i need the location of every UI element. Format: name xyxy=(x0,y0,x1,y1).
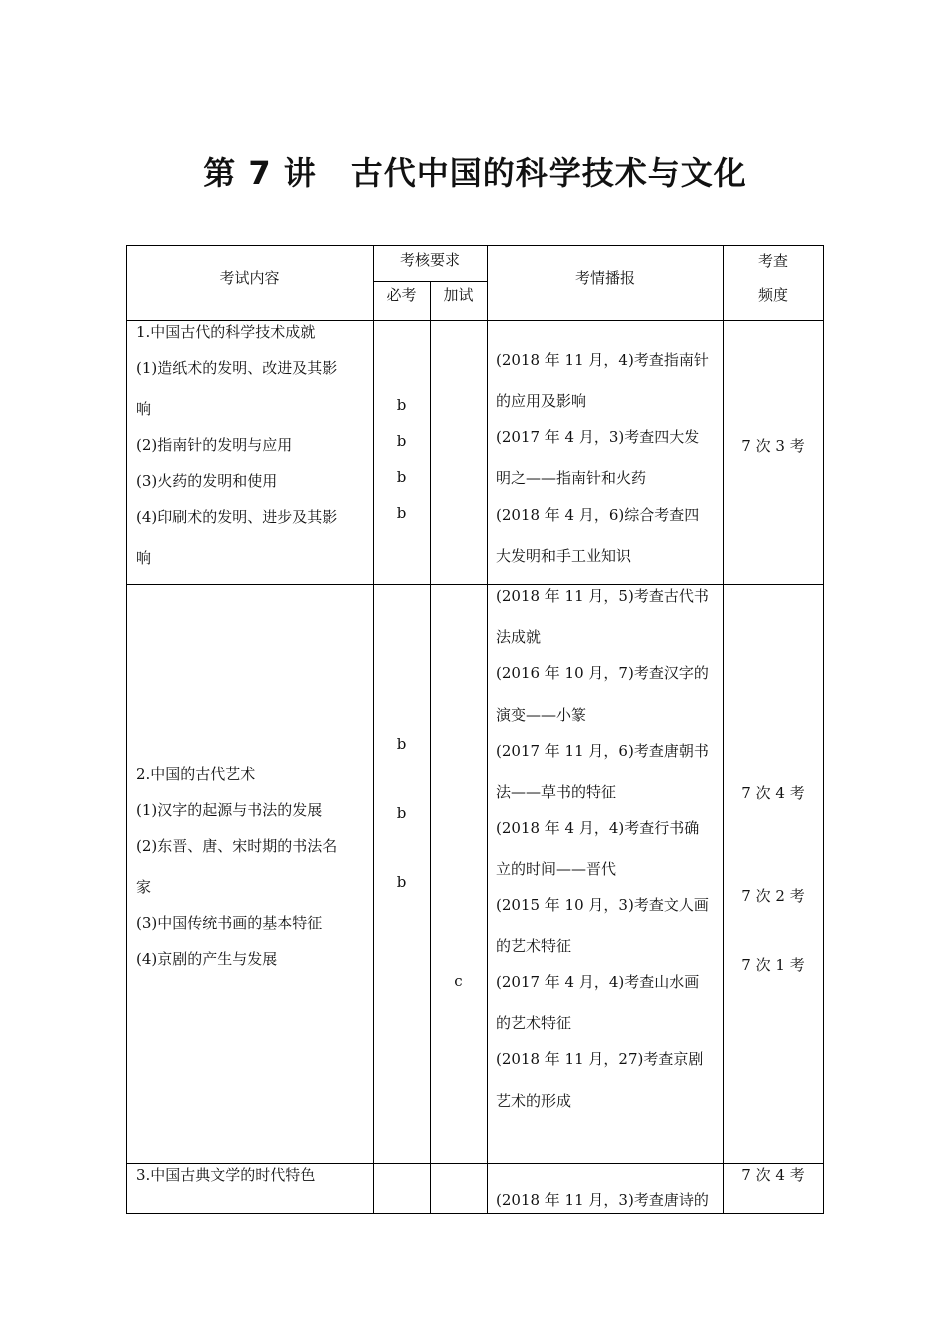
header-required: 必考 xyxy=(386,286,417,304)
table-border-right xyxy=(823,245,824,1214)
row-1-report-line: (2017 年 4 月，3)考查四大发 xyxy=(496,428,700,446)
row-1-required: b xyxy=(396,468,407,486)
row-2-content-line: (3)中国传统书画的基本特征 xyxy=(136,914,323,932)
row-1-content-line: 响 xyxy=(136,549,152,567)
row-2-report-line: 的艺术特征 xyxy=(496,937,572,955)
row-1-report-line: (2018 年 4 月，6)综合考查四 xyxy=(496,506,700,524)
row-1-content-line: 响 xyxy=(136,400,152,418)
row-1-frequency: 7 次 3 考 xyxy=(741,437,805,455)
row-1-content-line: (3)火药的发明和使用 xyxy=(136,472,278,490)
row-2-content-line: (1)汉字的起源与书法的发展 xyxy=(136,801,323,819)
row-1-report-line: 明之——指南针和火药 xyxy=(496,469,647,487)
row-2-report-line: 法成就 xyxy=(496,628,542,646)
header-frequency-1: 考查 xyxy=(757,252,788,270)
row-3-content-line: 3.中国古典文学的时代特色 xyxy=(136,1166,316,1184)
table-border-bottom xyxy=(126,1213,824,1214)
row-2-required: b xyxy=(396,873,407,891)
row-2-required: b xyxy=(396,804,407,822)
table-border-top xyxy=(126,245,824,246)
row-2-content-line: 2.中国的古代艺术 xyxy=(136,765,256,783)
row-2-content-line: (2)东晋、唐、宋时期的书法名 xyxy=(136,837,338,855)
lecture-number: 第 7 讲 xyxy=(203,154,317,192)
row-2-report-line: 法——草书的特征 xyxy=(496,783,617,801)
row-2-bottom-line xyxy=(126,1163,824,1164)
row-3-report-line: (2018 年 11 月，3)考查唐诗的 xyxy=(496,1191,709,1209)
row-1-content-line: (4)印刷术的发明、进步及其影 xyxy=(136,508,338,526)
row-2-frequency: 7 次 2 考 xyxy=(741,887,805,905)
row-1-required: b xyxy=(396,504,407,522)
page-title xyxy=(0,148,950,194)
row-2-report-line: (2016 年 10 月，7)考查汉字的 xyxy=(496,664,709,682)
row-2-report-line: (2017 年 11 月，6)考查唐朝书 xyxy=(496,742,709,760)
row-2-content-line: (4)京剧的产生与发展 xyxy=(136,950,278,968)
row-1-report-line: 大发明和手工业知识 xyxy=(496,547,632,565)
header-extra: 加试 xyxy=(443,286,474,304)
header-frequency-2: 频度 xyxy=(757,286,788,304)
col-line-4 xyxy=(723,245,724,1214)
row-1-required: b xyxy=(396,432,407,450)
row-2-report-line: 演变——小篆 xyxy=(496,706,587,724)
col-line-1 xyxy=(373,245,374,1214)
row-2-report-line: 立的时间——晋代 xyxy=(496,860,617,878)
row-1-report-line: (2018 年 11 月，4)考查指南针 xyxy=(496,351,709,369)
row-2-required: b xyxy=(396,735,407,753)
row-2-frequency: 7 次 4 考 xyxy=(741,784,805,802)
row-1-report-line: 的应用及影响 xyxy=(496,392,587,410)
row-2-report-line: (2015 年 10 月，3)考查文人画 xyxy=(496,896,709,914)
header-report: 考情播报 xyxy=(574,269,635,287)
row-2-extra: c xyxy=(454,972,463,990)
row-2-report-line: (2018 年 11 月，27)考查京剧 xyxy=(496,1050,704,1068)
row-2-content-line: 家 xyxy=(136,878,152,896)
row-3-frequency: 7 次 4 考 xyxy=(741,1166,805,1184)
row-2-report-line: (2017 年 4 月，4)考查山水画 xyxy=(496,973,700,991)
header-bottom-line xyxy=(126,320,824,321)
header-content: 考试内容 xyxy=(219,269,280,287)
row-1-content-line: (1)造纸术的发明、改进及其影 xyxy=(136,359,338,377)
row-2-report-line: 艺术的形成 xyxy=(496,1092,572,1110)
lecture-topic: 古代中国的科学技术与文化 xyxy=(350,154,747,192)
row-2-report-line: 的艺术特征 xyxy=(496,1014,572,1032)
row-1-content-line: 1.中国古代的科学技术成就 xyxy=(136,323,316,341)
header-requirement: 考核要求 xyxy=(399,251,460,269)
row-2-frequency: 7 次 1 考 xyxy=(741,956,805,974)
row-1-required: b xyxy=(396,396,407,414)
table-border-left xyxy=(126,245,127,1214)
col-line-2 xyxy=(430,281,431,1214)
col-line-3 xyxy=(487,245,488,1214)
row-2-report-line: (2018 年 4 月，4)考查行书确 xyxy=(496,819,700,837)
row-2-report-line: (2018 年 11 月，5)考查古代书 xyxy=(496,587,709,605)
row-1-bottom-line xyxy=(126,584,824,585)
row-1-content-line: (2)指南针的发明与应用 xyxy=(136,436,293,454)
